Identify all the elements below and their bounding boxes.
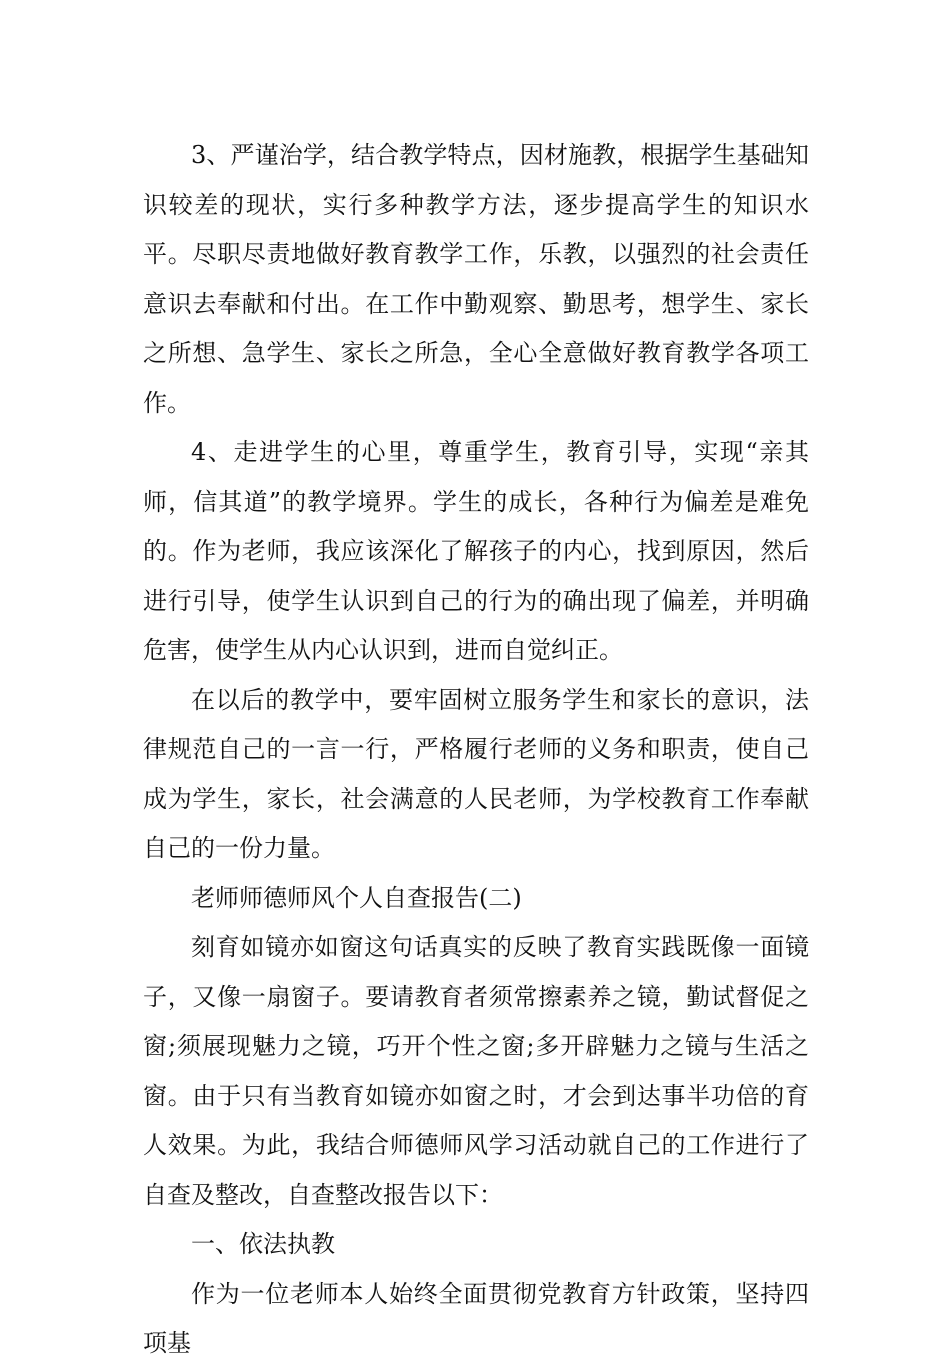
paragraph-conclusion: 在以后的教学中，要牢固树立服务学生和家长的意识，法律规范自己的一言一行，严格履行老师的义务和职责，使自己成为学生，家长，社会满意的人民老师，为学校教育工作奉献自己的一份力量。: [143, 685, 809, 862]
section-heading-law: 一、依法执教: [191, 1230, 335, 1258]
document-page: [143, 131, 809, 1369]
paragraph-law-text: 作为一位老师本人始终全面贯彻党教育方针政策，坚持四项基: [143, 1279, 809, 1357]
paragraph-item-4: 4、走进学生的心里，尊重学生，教育引导，实现“亲其师，信其道”的教学境界。学生的成长，各种行为偏差是难免的。作为老师，我应该深化了解孩子的内心，找到原因，然后进行引导，使学生认识到自己的行为的确出现了偏差，并明确危害，使学生从内心认识到，进而自觉纠正。: [143, 438, 809, 664]
paragraph-item-3: 3、严谨治学，结合教学特点，因材施教，根据学生基础知识较差的现状，实行多种教学方法，逐步提高学生的知识水平。尽职尽责地做好教育教学工作，乐教，以强烈的社会责任意识去奉献和付出。在工作中勤观察、勤思考，想学生、家长之所想、急学生、家长之所急，全心全意做好教育教学各项工作。: [143, 141, 809, 417]
section-title-report-2: 老师师德师风个人自查报告(二): [191, 883, 522, 912]
paragraph-intro: 刻育如镜亦如窗这句话真实的反映了教育实践既像一面镜子，又像一扇窗子。要请教育者须常擦素养之镜，勤试督促之窗;须展现魅力之镜，巧开个性之窗;多开辟魅力之镜与生活之窗。由于只有当教育如镜亦如窗之时，才会到达事半功倍的育人效果。为此，我结合师德师风学习活动就自己的工作进行了自查及整改，自查整改报告以下：: [143, 933, 809, 1209]
